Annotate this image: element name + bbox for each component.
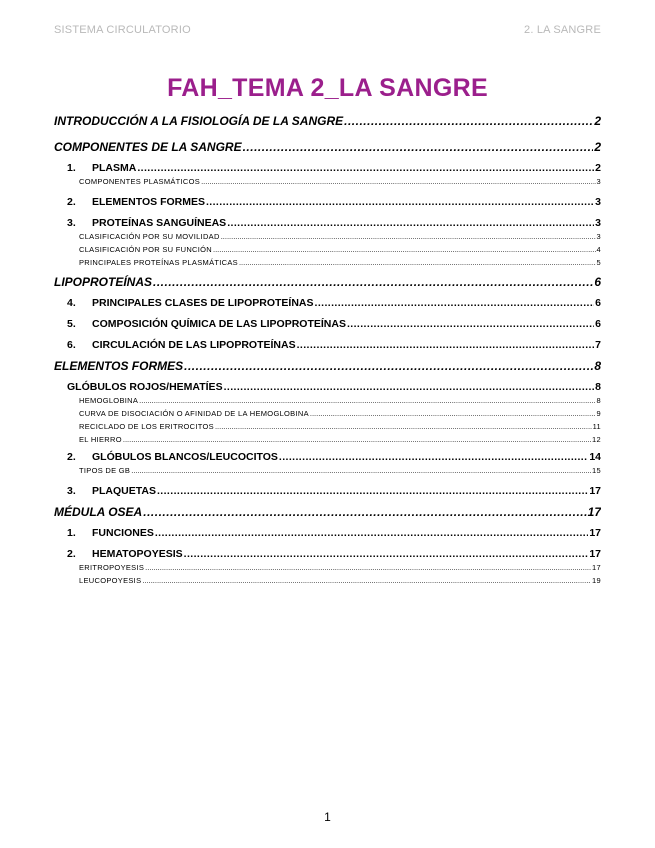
toc-entry-page: 14 xyxy=(589,451,601,463)
toc-entry-hemoglobina[interactable] xyxy=(54,394,601,407)
dot-leader xyxy=(142,574,591,587)
toc-entry-label: LEUCOPOYESIS xyxy=(79,576,142,585)
toc-entry-label: GLÓBULOS ROJOS/HEMATÍES xyxy=(67,381,223,393)
dot-leader xyxy=(227,216,594,230)
toc-entry-page: 11 xyxy=(592,422,601,431)
toc-entry-label: CURVA DE DISOCIACIÓN O AFINIDAD DE LA HEMOGLOBINA xyxy=(79,409,309,418)
toc-entry-page: 2 xyxy=(594,140,601,154)
toc-entry-globulos-blancos[interactable] xyxy=(54,450,601,464)
toc-entry-label: INTRODUCCIÓN A LA FISIOLOGÍA DE LA SANGRE xyxy=(54,114,344,128)
toc-entry-reciclado[interactable] xyxy=(54,420,601,433)
dot-leader xyxy=(155,526,588,540)
toc-entry-page: 19 xyxy=(592,576,601,585)
toc-entry-clasificacion-movilidad[interactable] xyxy=(54,230,601,243)
toc-entry-globulos-rojos[interactable] xyxy=(54,380,601,394)
dot-leader xyxy=(145,561,591,574)
running-header-right: 2. LA SANGRE xyxy=(524,24,601,36)
toc-entry-composicion-quimica[interactable] xyxy=(54,317,601,331)
toc-entry-label: CLASIFICACIÓN POR SU FUNCIÓN xyxy=(79,245,212,254)
toc-entry-label: HEMATOPOYESIS xyxy=(92,548,183,560)
toc-entry-page: 8 xyxy=(594,359,601,373)
dot-leader xyxy=(131,464,591,477)
dot-leader xyxy=(224,380,595,394)
toc-entry-page: 3 xyxy=(596,232,601,241)
dot-leader xyxy=(123,433,591,446)
toc-entry-hierro[interactable] xyxy=(54,433,601,446)
toc-entry-number: 2. xyxy=(67,196,76,208)
running-header-left: SISTEMA CIRCULATORIO xyxy=(54,24,191,36)
toc-entry-label: COMPONENTES PLASMÁTICOS xyxy=(79,177,201,186)
dot-leader xyxy=(184,355,593,377)
dot-leader xyxy=(243,136,594,158)
toc-entry-label: COMPOSICIÓN QUÍMICA DE LAS LIPOPROTEÍNAS xyxy=(92,318,346,330)
toc-entry-page: 17 xyxy=(592,563,601,572)
toc-entry-number: 1. xyxy=(67,527,76,539)
toc-entry-label: PLASMA xyxy=(92,162,137,174)
toc-entry-page: 2 xyxy=(595,162,601,174)
toc-entry-number: 4. xyxy=(67,297,76,309)
toc-entry-label: EL HIERRO xyxy=(79,435,122,444)
dot-leader xyxy=(344,110,593,132)
toc-entry-page: 3 xyxy=(595,196,601,208)
dot-leader xyxy=(137,161,594,175)
toc-entry-componentes[interactable] xyxy=(54,136,601,158)
toc-entry-label: COMPONENTES DE LA SANGRE xyxy=(54,140,242,154)
toc-entry-page: 6 xyxy=(594,275,601,289)
toc-entry-number: 3. xyxy=(67,217,76,229)
dot-leader xyxy=(157,484,588,498)
document-title: FAH_TEMA 2_LA SANGRE xyxy=(167,74,488,102)
toc-entry-leucopoyesis[interactable] xyxy=(54,574,601,587)
toc-entry-page: 5 xyxy=(596,258,601,267)
dot-leader xyxy=(347,317,594,331)
dot-leader xyxy=(201,175,595,188)
dot-leader xyxy=(239,256,596,269)
dot-leader xyxy=(315,296,595,310)
toc-entry-label: CLASIFICACIÓN POR SU MOVILIDAD xyxy=(79,232,220,241)
toc-entry-clasificacion-funcion[interactable] xyxy=(54,243,601,256)
dot-leader xyxy=(221,230,596,243)
toc-entry-label: PRINCIPALES PROTEÍNAS PLASMÁTICAS xyxy=(79,258,238,267)
toc-entry-tipos-gb[interactable] xyxy=(54,464,601,477)
toc-entry-curva-disociacion[interactable] xyxy=(54,407,601,420)
dot-leader xyxy=(310,407,596,420)
toc-entry-number: 2. xyxy=(67,451,76,463)
dot-leader xyxy=(139,394,595,407)
toc-entry-proteinas-sanguineas[interactable] xyxy=(54,216,601,230)
dot-leader xyxy=(143,501,586,523)
toc-entry-label: PROTEÍNAS SANGUÍNEAS xyxy=(92,217,227,229)
toc-entry-page: 9 xyxy=(596,409,601,418)
toc-entry-page: 17 xyxy=(589,485,601,497)
dot-leader xyxy=(206,195,594,209)
toc-entry-page: 17 xyxy=(587,505,601,519)
toc-entry-componentes-plasmaticos[interactable] xyxy=(54,175,601,188)
toc-entry-plaquetas[interactable] xyxy=(54,484,601,498)
toc-entry-label: ELEMENTOS FORMES xyxy=(54,359,184,373)
toc-entry-page: 7 xyxy=(595,339,601,351)
toc-entry-label: HEMOGLOBINA xyxy=(79,396,139,405)
toc-entry-label: FUNCIONES xyxy=(92,527,154,539)
toc-entry-page: 4 xyxy=(596,245,601,254)
toc-entry-eritropoyesis[interactable] xyxy=(54,561,601,574)
page-number: 1 xyxy=(324,810,331,824)
toc-entry-page: 15 xyxy=(592,466,601,475)
toc-entry-elementos-formes-sub[interactable] xyxy=(54,195,601,209)
toc-entry-medula-osea[interactable] xyxy=(54,501,601,523)
toc-entry-page: 2 xyxy=(594,114,601,128)
toc-entry-plasma[interactable] xyxy=(54,161,601,175)
toc-entry-page: 3 xyxy=(596,177,601,186)
dot-leader xyxy=(213,243,596,256)
toc-entry-page: 8 xyxy=(595,381,601,393)
dot-leader xyxy=(153,271,593,293)
dot-leader xyxy=(215,420,592,433)
toc-entry-page: 6 xyxy=(595,297,601,309)
toc-entry-page: 3 xyxy=(595,217,601,229)
toc-entry-lipoproteinas[interactable] xyxy=(54,271,601,293)
toc-entry-label: ERITROPOYESIS xyxy=(79,563,145,572)
toc-entry-label: LIPOPROTEÍNAS xyxy=(54,275,153,289)
toc-entry-label: RECICLADO DE LOS ERITROCITOS xyxy=(79,422,214,431)
toc-entry-label: CIRCULACIÓN DE LAS LIPOPROTEÍNAS xyxy=(92,339,296,351)
toc-entry-label: GLÓBULOS BLANCOS/LEUCOCITOS xyxy=(92,451,278,463)
toc-entry-label: PLAQUETAS xyxy=(92,485,156,497)
toc-entry-principales-proteinas[interactable] xyxy=(54,256,601,269)
toc-entry-circulacion[interactable] xyxy=(54,338,601,352)
toc-entry-label: ELEMENTOS FORMES xyxy=(92,196,205,208)
toc-entry-funciones[interactable] xyxy=(54,526,601,540)
toc-entry-label: PRINCIPALES CLASES DE LIPOPROTEÍNAS xyxy=(92,297,314,309)
toc-entry-label: MÉDULA OSEA xyxy=(54,505,143,519)
toc-entry-number: 5. xyxy=(67,318,76,330)
table-of-contents xyxy=(54,110,601,587)
toc-entry-principales-clases[interactable] xyxy=(54,296,601,310)
dot-leader xyxy=(184,547,589,561)
toc-entry-page: 17 xyxy=(589,527,601,539)
toc-entry-label: TIPOS DE GB xyxy=(79,466,131,475)
toc-entry-number: 3. xyxy=(67,485,76,497)
toc-entry-introduccion[interactable] xyxy=(54,110,601,132)
toc-entry-number: 1. xyxy=(67,162,76,174)
dot-leader xyxy=(279,450,588,464)
toc-entry-number: 6. xyxy=(67,339,76,351)
toc-entry-number: 2. xyxy=(67,548,76,560)
dot-leader xyxy=(297,338,595,352)
toc-entry-elementos-formes[interactable] xyxy=(54,355,601,377)
toc-entry-page: 12 xyxy=(592,435,601,444)
toc-entry-hematopoyesis[interactable] xyxy=(54,547,601,561)
toc-entry-page: 6 xyxy=(595,318,601,330)
toc-entry-page: 8 xyxy=(596,396,601,405)
toc-entry-page: 17 xyxy=(589,548,601,560)
